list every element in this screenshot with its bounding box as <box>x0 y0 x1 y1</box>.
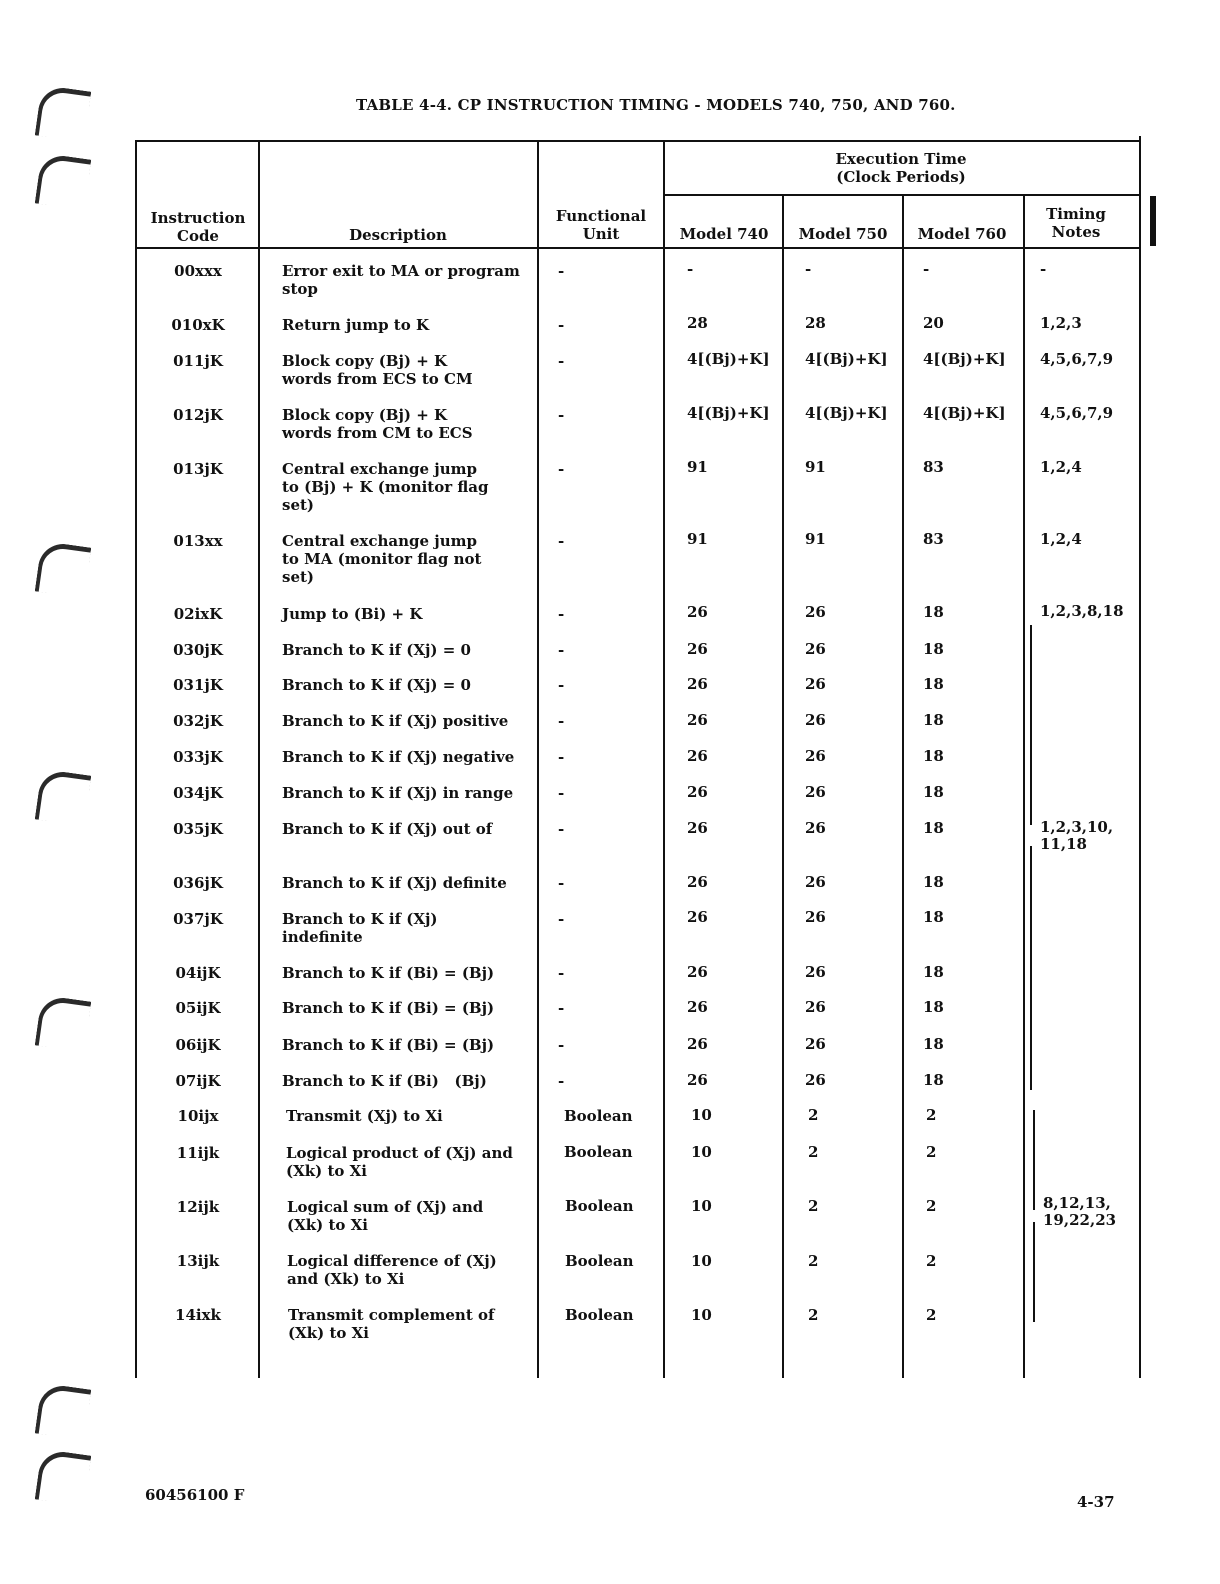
col-border <box>135 140 137 1378</box>
cell-code: 11ijk <box>176 1144 220 1162</box>
binder-hole <box>35 1383 92 1440</box>
header-description: Description <box>349 226 447 244</box>
cell-model-740: 26 <box>687 711 708 729</box>
cell-model-740: 26 <box>687 783 708 801</box>
cell-unit: - <box>558 641 565 659</box>
cell-description: Branch to K if (Xj) negative <box>282 748 515 766</box>
binder-hole <box>35 85 92 142</box>
cell-model-750: 2 <box>808 1252 819 1270</box>
header-timing-notes: Timing Notes <box>1046 205 1106 241</box>
cell-model-740: 26 <box>687 819 708 837</box>
cell-unit: - <box>558 712 565 730</box>
cell-description: Branch to K if (Bi) (Bj) <box>282 1072 487 1090</box>
cell-description: Branch to K if (Xj) out of <box>282 820 493 838</box>
cell-code: 02ixK <box>173 605 223 623</box>
cell-code: 013xx <box>173 532 223 550</box>
cell-model-750: 91 <box>805 458 826 476</box>
cell-model-760: 18 <box>923 1071 944 1089</box>
cell-model-760: 18 <box>923 873 944 891</box>
binder-hole <box>35 1449 92 1506</box>
cell-model-760: 18 <box>923 1035 944 1053</box>
cell-description: Branch to K if (Xj) indefinite <box>282 910 438 946</box>
cell-model-750: 26 <box>805 819 826 837</box>
cell-model-760: 20 <box>923 314 944 332</box>
cell-timing-notes: - <box>1040 260 1047 278</box>
cell-unit: - <box>558 352 565 370</box>
cell-model-750: 2 <box>808 1106 819 1124</box>
cell-model-760: 18 <box>923 819 944 837</box>
cell-model-740: 10 <box>691 1143 712 1161</box>
group-brace <box>1033 1110 1035 1210</box>
cell-unit: Boolean <box>565 1197 634 1215</box>
header-execution-time: Execution Time (Clock Periods) <box>835 150 967 186</box>
group-brace <box>1030 625 1032 825</box>
cell-timing-notes: 4,5,6,7,9 <box>1040 350 1114 368</box>
page-number: 4-37 <box>1077 1493 1115 1511</box>
cell-model-750: 26 <box>805 711 826 729</box>
cell-unit: - <box>558 406 565 424</box>
cell-model-740: 26 <box>687 640 708 658</box>
table-top-border <box>135 140 1139 142</box>
cell-unit: - <box>558 874 565 892</box>
cell-unit: - <box>558 748 565 766</box>
cell-model-740: 91 <box>687 530 708 548</box>
cell-code: 04ijK <box>175 964 221 982</box>
cell-model-740: - <box>687 260 694 278</box>
cell-timing-notes: 1,2,3 <box>1040 314 1082 332</box>
cell-code: 032jK <box>173 712 223 730</box>
cell-unit: - <box>558 1036 565 1054</box>
cell-description: Branch to K if (Bi) = (Bj) <box>282 999 495 1017</box>
cell-model-760: 4[(Bj)+K] <box>923 350 1006 368</box>
cell-description: Jump to (Bi) + K <box>282 605 423 623</box>
table-title: TABLE 4-4. CP INSTRUCTION TIMING - MODELS 740, 750, AND 760. <box>356 96 956 114</box>
cell-model-740: 10 <box>691 1106 712 1124</box>
cell-model-750: 26 <box>805 603 826 621</box>
cell-code: 034jK <box>173 784 223 802</box>
header-model-750: Model 750 <box>798 225 888 243</box>
header-instruction-code: Instruction Code <box>150 209 246 245</box>
cell-unit: Boolean <box>564 1107 633 1125</box>
cell-timing-notes: 4,5,6,7,9 <box>1040 404 1114 422</box>
cell-description: Logical sum of (Xj) and (Xk) to Xi <box>287 1198 484 1234</box>
binder-hole <box>35 769 92 826</box>
cell-model-740: 28 <box>687 314 708 332</box>
cell-model-740: 4[(Bj)+K] <box>687 404 770 422</box>
cell-unit: - <box>558 910 565 928</box>
cell-model-750: 2 <box>808 1197 819 1215</box>
cell-model-750: 26 <box>805 908 826 926</box>
cell-model-740: 26 <box>687 998 708 1016</box>
binder-hole <box>35 153 92 210</box>
cell-code: 037jK <box>173 910 223 928</box>
cell-code: 14ixk <box>175 1306 221 1324</box>
cell-unit: - <box>558 820 565 838</box>
cell-model-740: 10 <box>691 1252 712 1270</box>
cell-timing-notes: 1,2,3,10, 11,18 <box>1040 818 1114 853</box>
cell-code: 030jK <box>173 641 223 659</box>
cell-model-750: 4[(Bj)+K] <box>805 404 888 422</box>
cell-model-760: 18 <box>923 711 944 729</box>
cell-description: Branch to K if (Xj) definite <box>282 874 507 892</box>
cell-model-750: 2 <box>808 1306 819 1324</box>
cell-unit: - <box>558 532 565 550</box>
cell-description: Branch to K if (Bi) = (Bj) <box>282 964 495 982</box>
cell-description: Block copy (Bj) + K words from CM to ECS <box>282 406 473 442</box>
cell-model-750: - <box>805 260 812 278</box>
cell-code: 06ijK <box>175 1036 221 1054</box>
cell-code: 033jK <box>173 748 223 766</box>
cell-model-760: 83 <box>923 530 944 548</box>
cell-code: 036jK <box>173 874 223 892</box>
cell-unit: - <box>558 999 565 1017</box>
cell-model-750: 91 <box>805 530 826 548</box>
cell-unit: Boolean <box>564 1143 633 1161</box>
col-border <box>782 194 784 1378</box>
cell-code: 013jK <box>173 460 223 478</box>
cell-model-750: 26 <box>805 998 826 1016</box>
cell-model-740: 91 <box>687 458 708 476</box>
cell-model-760: 18 <box>923 908 944 926</box>
change-bar <box>1150 196 1156 246</box>
cell-description: Error exit to MA or program stop <box>282 262 520 298</box>
binder-hole <box>35 995 92 1052</box>
cell-model-740: 10 <box>691 1306 712 1324</box>
doc-number: 60456100 F <box>145 1486 245 1504</box>
cell-code: 012jK <box>173 406 223 424</box>
cell-model-760: 18 <box>923 963 944 981</box>
cell-description: Transmit complement of (Xk) to Xi <box>288 1306 495 1342</box>
cell-model-760: 83 <box>923 458 944 476</box>
cell-model-760: 18 <box>923 640 944 658</box>
group-brace <box>1030 846 1032 1090</box>
cell-code: 13ijk <box>176 1252 220 1270</box>
cell-description: Branch to K if (Xj) = 0 <box>282 641 471 659</box>
cell-unit: - <box>558 605 565 623</box>
cell-description: Central exchange jump to MA (monitor flag not set) <box>282 532 482 586</box>
cell-model-740: 26 <box>687 1035 708 1053</box>
cell-model-750: 26 <box>805 1071 826 1089</box>
cell-timing-notes: 1,2,3,8,18 <box>1040 602 1124 620</box>
cell-model-750: 26 <box>805 783 826 801</box>
cell-code: 07ijK <box>175 1072 221 1090</box>
cell-code: 011jK <box>173 352 223 370</box>
cell-unit: - <box>558 460 565 478</box>
cell-description: Logical difference of (Xj) and (Xk) to Xi <box>287 1252 497 1288</box>
cell-model-760: 2 <box>926 1143 937 1161</box>
cell-model-750: 26 <box>805 747 826 765</box>
cell-model-750: 26 <box>805 1035 826 1053</box>
header-model-760: Model 760 <box>917 225 1007 243</box>
cell-description: Block copy (Bj) + K words from ECS to CM <box>282 352 473 388</box>
cell-unit: - <box>558 1072 565 1090</box>
cell-model-760: 2 <box>926 1252 937 1270</box>
cell-model-740: 26 <box>687 747 708 765</box>
cell-code: 12ijk <box>176 1198 220 1216</box>
cell-model-750: 26 <box>805 675 826 693</box>
cell-model-740: 4[(Bj)+K] <box>687 350 770 368</box>
cell-model-750: 26 <box>805 873 826 891</box>
binder-hole <box>35 541 92 598</box>
cell-model-760: 18 <box>923 998 944 1016</box>
cell-model-750: 26 <box>805 640 826 658</box>
cell-model-740: 10 <box>691 1197 712 1215</box>
cell-timing-notes: 8,12,13, 19,22,23 <box>1043 1194 1117 1229</box>
cell-model-740: 26 <box>687 873 708 891</box>
cell-code: 010xK <box>171 316 225 334</box>
cell-code: 00xxx <box>174 262 222 280</box>
col-border <box>902 194 904 1378</box>
col-border <box>258 140 260 1378</box>
cell-model-760: 18 <box>923 675 944 693</box>
cell-code: 031jK <box>173 676 223 694</box>
cell-timing-notes: 1,2,4 <box>1040 458 1082 476</box>
cell-code: 035jK <box>173 820 223 838</box>
cell-model-740: 26 <box>687 908 708 926</box>
col-border <box>1023 194 1025 1378</box>
cell-model-760: 2 <box>926 1306 937 1324</box>
cell-model-760: - <box>923 260 930 278</box>
cell-description: Logical product of (Xj) and (Xk) to Xi <box>286 1144 513 1180</box>
cell-description: Transmit (Xj) to Xi <box>286 1107 443 1125</box>
cell-model-760: 18 <box>923 747 944 765</box>
cell-unit: - <box>558 784 565 802</box>
col-border <box>1139 136 1141 1378</box>
cell-model-760: 2 <box>926 1106 937 1124</box>
cell-description: Central exchange jump to (Bj) + K (monitor flag set) <box>282 460 489 514</box>
header-functional-unit: Functional Unit <box>555 207 647 243</box>
cell-model-740: 26 <box>687 675 708 693</box>
cell-code: 05ijK <box>175 999 221 1017</box>
cell-timing-notes: 1,2,4 <box>1040 530 1082 548</box>
cell-model-750: 2 <box>808 1143 819 1161</box>
cell-description: Branch to K if (Xj) positive <box>282 712 509 730</box>
cell-model-760: 18 <box>923 603 944 621</box>
cell-model-760: 2 <box>926 1197 937 1215</box>
cell-unit: Boolean <box>565 1306 634 1324</box>
col-border <box>537 140 539 1378</box>
cell-model-760: 4[(Bj)+K] <box>923 404 1006 422</box>
cell-description: Return jump to K <box>282 316 429 334</box>
cell-model-760: 18 <box>923 783 944 801</box>
cell-description: Branch to K if (Bi) = (Bj) <box>282 1036 495 1054</box>
cell-model-740: 26 <box>687 963 708 981</box>
cell-model-750: 26 <box>805 963 826 981</box>
header-model-740: Model 740 <box>679 225 769 243</box>
cell-unit: - <box>558 964 565 982</box>
header-bottom-border <box>135 247 1139 249</box>
cell-unit: Boolean <box>565 1252 634 1270</box>
cell-description: Branch to K if (Xj) = 0 <box>282 676 471 694</box>
cell-model-750: 4[(Bj)+K] <box>805 350 888 368</box>
group-brace <box>1033 1222 1035 1322</box>
cell-code: 10ijx <box>177 1107 219 1125</box>
cell-model-750: 28 <box>805 314 826 332</box>
cell-model-740: 26 <box>687 603 708 621</box>
cell-unit: - <box>558 262 565 280</box>
cell-unit: - <box>558 676 565 694</box>
cell-model-740: 26 <box>687 1071 708 1089</box>
cell-unit: - <box>558 316 565 334</box>
cell-description: Branch to K if (Xj) in range <box>282 784 514 802</box>
